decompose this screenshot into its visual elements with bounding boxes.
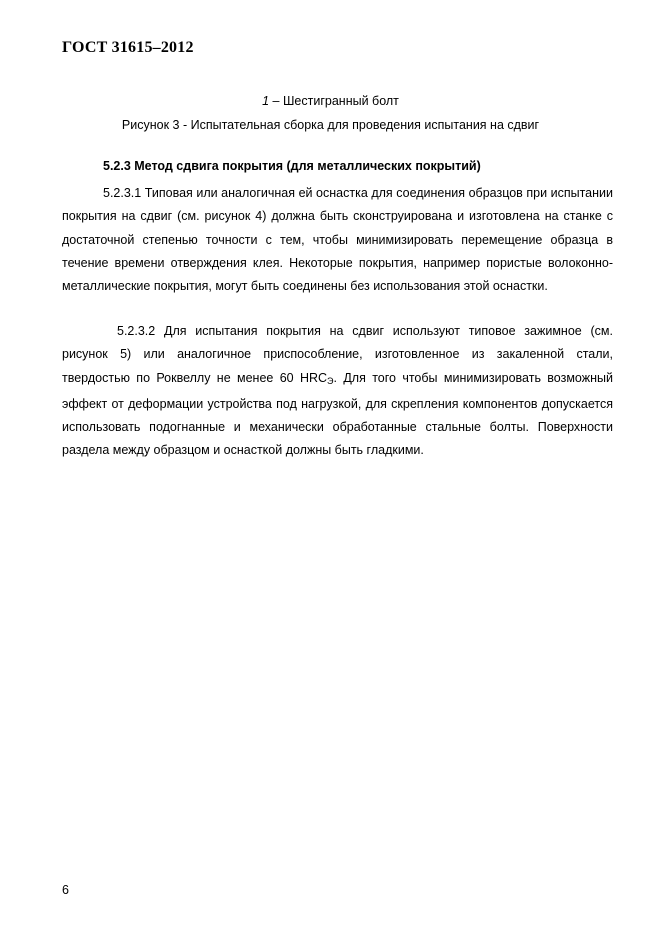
figure-legend-number: 1 [262, 94, 270, 108]
page-number: 6 [62, 883, 69, 897]
figure-legend [0, 94, 661, 108]
paragraph-5-2-3-2 [62, 320, 613, 463]
figure-caption: Рисунок 3 - Испытательная сборка для проведения испытания на сдвиг [121, 118, 540, 132]
section-heading: 5.2.3 Метод сдвига покрытия (для металлических покрытий) [103, 159, 481, 173]
rockwell-subscript: Э [327, 375, 334, 386]
figure-legend-text: – Шестигранный болт [269, 94, 399, 108]
paragraph-5-2-3-2-part-2: . Для того чтобы минимизировать возможный эффект от деформации устройства под нагрузкой, для скрепления компонентов допускается использовать подогнанные и механически обработанные стальные болты. Поверхности раздела между образцом и оснасткой должны быть гладкими. [62, 370, 613, 458]
paragraph-5-2-3-2-part-1: 5.2.3.2 Для испытания покрытия на сдвиг используют типовое зажимное (см. рисунок 5) или аналогичное приспособление, изготовленное из закаленной стали, твердостью по Роквеллу не менее 60 HRC [62, 324, 613, 385]
document-header: ГОСТ 31615–2012 [62, 39, 194, 56]
paragraph-5-2-3-1: 5.2.3.1 Типовая или аналогичная ей оснастка для соединения образцов при испытании покрытия на сдвиг (см. рисунок 4) должна быть сконструирована и изготовлена на станке с достаточной степенью точности с тем, чтобы минимизировать перемещение образца в течение времени отверждения клея. Некоторые покрытия, например пористые волоконно-металлические покрытия, могут быть соединены без использования этой оснастки. [62, 186, 613, 294]
